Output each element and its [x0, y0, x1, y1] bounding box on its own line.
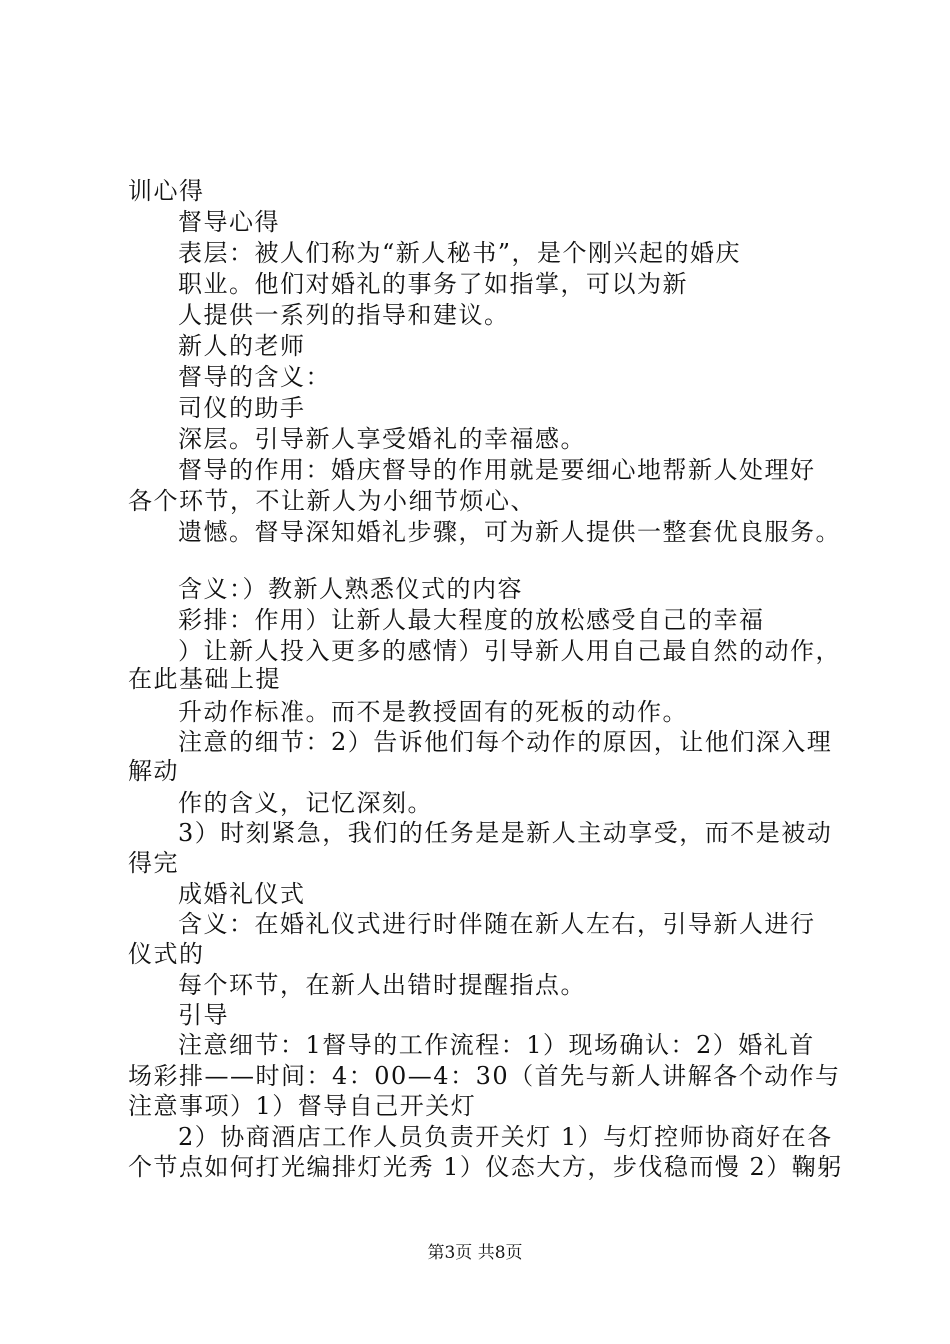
text-line: 场彩排——时间：4：00—4：30（首先与新人讲解各个动作与 — [128, 1062, 841, 1090]
text-line: 引导 — [178, 1001, 229, 1029]
text-line: 督导心得 — [178, 208, 280, 236]
text-line: ）让新人投入更多的感情）引导新人用自己最自然的动作， — [178, 637, 841, 665]
text-line: 注意的细节：2）告诉他们每个动作的原因，让他们深入理 — [178, 728, 833, 756]
text-line: 个节点如何打光编排灯光秀 1）仪态大方，步伐稳而慢 2）鞠躬 — [128, 1153, 843, 1181]
text-line: 彩排：作用）让新人最大程度的放松感受自己的幸福 — [178, 606, 765, 634]
text-line: 司仪的助手 — [178, 394, 306, 422]
text-line: 新人的老师 — [178, 332, 306, 360]
text-line: 遗憾。督导深知婚礼步骤，可为新人提供一整套优良服务。 — [178, 518, 841, 546]
text-line: 深层。引导新人享受婚礼的幸福感。 — [178, 425, 586, 453]
text-line: 每个环节，在新人出错时提醒指点。 — [178, 971, 586, 999]
text-line: 含义：）教新人熟悉仪式的内容 — [178, 575, 523, 603]
text-line: 得完 — [128, 849, 179, 877]
text-line: 督导的含义： — [178, 363, 331, 391]
text-line: 2）协商酒店工作人员负责开关灯 1）与灯控师协商好在各 — [178, 1123, 833, 1151]
text-line: 解动 — [128, 757, 179, 785]
text-line: 督导的作用：婚庆督导的作用就是要细心地帮新人处理好 — [178, 456, 816, 484]
text-line: 注意细节：1督导的工作流程：1）现场确认：2）婚礼首 — [178, 1031, 815, 1059]
text-line: 升动作标准。而不是教授固有的死板的动作。 — [178, 698, 688, 726]
text-line: 作的含义，记忆深刻。 — [178, 789, 433, 817]
text-line: 注意事项）1）督导自己开关灯 — [128, 1092, 477, 1120]
text-line: 含义：在婚礼仪式进行时伴随在新人左右，引导新人进行 — [178, 910, 816, 938]
text-line: 各个环节，不让新人为小细节烦心、 — [128, 487, 536, 515]
text-line: 在此基础上提 — [128, 665, 281, 693]
text-line: 3）时刻紧急，我们的任务是是新人主动享受，而不是被动 — [178, 819, 833, 847]
text-line: 职业。他们对婚礼的事务了如指掌，可以为新 — [178, 270, 688, 298]
page-footer: 第3页 共8页 — [427, 1243, 523, 1263]
text-line: 表层：被人们称为“新人秘书”，是个刚兴起的婚庆 — [178, 239, 742, 267]
text-line: 训心得 — [128, 177, 205, 205]
text-line: 仪式的 — [128, 940, 205, 968]
text-line: 人提供一系列的指导和建议。 — [178, 301, 510, 329]
text-line: 成婚礼仪式 — [178, 880, 306, 908]
